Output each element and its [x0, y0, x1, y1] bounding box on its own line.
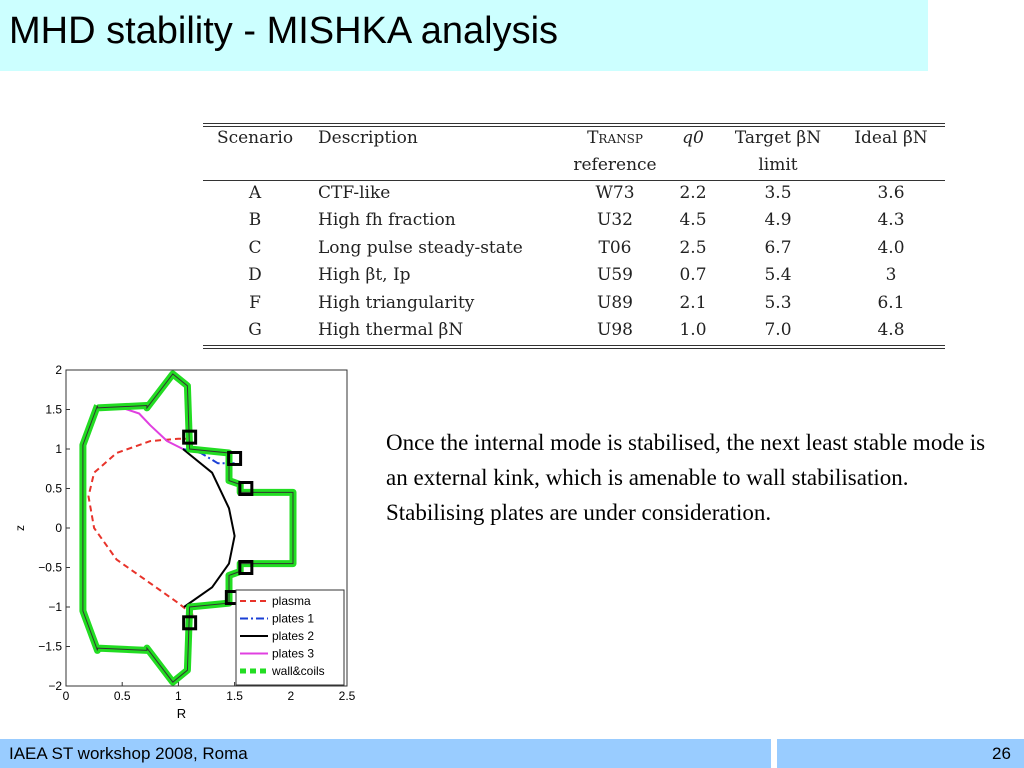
x-tick-label: 0.5: [113, 689, 131, 703]
y-tick-label: −0.5: [38, 560, 62, 575]
table-cell-target: 5.4: [764, 265, 792, 286]
table-cell-description: High fh fraction: [318, 210, 456, 231]
table-cell-ideal: 4.8: [877, 320, 905, 340]
x-tick-label: 2.5: [338, 689, 356, 703]
header-scenario: Scenario: [216, 128, 294, 148]
table-cell-transp: U59: [597, 265, 633, 286]
y-tick-label: 0: [55, 521, 62, 535]
page-number: 26: [992, 744, 1011, 763]
table-cell-q0: 2.1: [679, 292, 707, 313]
equilibrium-plot: [0, 358, 365, 723]
y-tick-label: 2: [55, 363, 62, 377]
slide-title: MHD stability - MISHKA analysis: [9, 10, 559, 52]
table-cell-scenario: B: [248, 210, 262, 231]
body-text: Once the internal mode is stabilised, the next least stable mode is an external kink, which is amenable to wall stabilisation. Stabilising plates are under consideration.: [386, 430, 986, 525]
x-tick-label: 0: [62, 689, 70, 703]
header-ideal: Ideal βN: [854, 128, 928, 148]
table-cell-q0: 2.5: [679, 237, 707, 258]
table-cell-ideal: 6.1: [877, 292, 905, 313]
table-cell-description: CTF-like: [318, 183, 391, 203]
table-cell-transp: W73: [595, 183, 635, 203]
header-limit: limit: [758, 155, 798, 175]
header-q0: q0: [682, 128, 704, 148]
table-bottom-rule: [203, 345, 945, 346]
header-reference: reference: [573, 155, 657, 175]
x-tick-label: 1.5: [226, 689, 243, 703]
table-cell-q0: 1.0: [679, 320, 707, 340]
footer-label: IAEA ST workshop 2008, Roma: [9, 744, 248, 763]
table-cell-transp: U32: [597, 210, 633, 231]
table-cell-scenario: C: [248, 237, 262, 258]
table-cell-ideal: 4.3: [877, 210, 905, 231]
table-cell-q0: 0.7: [679, 265, 707, 286]
table-cell-ideal: 3.6: [877, 183, 905, 203]
table-cell-transp: U89: [597, 292, 633, 313]
table-cell-ideal: 4.0: [877, 237, 905, 258]
table-cell-description: High triangularity: [318, 292, 475, 313]
table-cell-scenario: G: [248, 320, 262, 340]
y-tick-label: −1: [48, 600, 62, 614]
header-target: Target βN: [734, 128, 822, 148]
table-cell-description: High thermal βN: [318, 320, 464, 340]
x-tick-label: 1: [175, 689, 182, 703]
y-tick-label: 0.5: [45, 481, 62, 496]
header-transp: Transp: [587, 128, 643, 148]
table-cell-target: 4.9: [764, 210, 792, 231]
table-cell-description: High βt, Ip: [318, 265, 411, 286]
table-cell-scenario: D: [248, 265, 262, 286]
table-cell-scenario: F: [249, 292, 261, 313]
table-cell-target: 7.0: [764, 320, 792, 340]
y-axis-label: z: [13, 525, 27, 531]
legend-label: plasma: [272, 594, 311, 608]
y-tick-label: −2: [48, 679, 62, 693]
header-description: Description: [318, 128, 418, 148]
table-cell-description: Long pulse steady-state: [318, 237, 523, 258]
table-cell-target: 3.5: [764, 183, 792, 203]
table-top-rule: [203, 126, 945, 127]
table-top-rule: [203, 123, 945, 124]
table-header-rule: [203, 180, 945, 181]
table-cell-transp: U98: [597, 320, 633, 340]
y-tick-label: −1.5: [38, 639, 62, 654]
legend-label: plates 2: [272, 629, 315, 643]
x-tick-label: 2: [287, 689, 295, 703]
legend-label: plates 3: [272, 646, 315, 661]
table-cell-target: 5.3: [764, 292, 792, 313]
footer-bar-right: [777, 739, 1024, 768]
y-tick-label: 1.5: [45, 402, 62, 417]
table-cell-q0: 2.2: [679, 183, 707, 203]
table-cell-q0: 4.5: [679, 210, 707, 231]
legend-label: plates 1: [272, 611, 315, 626]
y-tick-label: 1: [55, 442, 62, 456]
table-cell-target: 6.7: [764, 237, 792, 258]
table-cell-scenario: A: [248, 183, 262, 203]
table-cell-transp: T06: [598, 237, 632, 258]
table-bottom-rule: [203, 348, 945, 349]
legend-label: wall&coils: [272, 664, 325, 678]
table-cell-ideal: 3: [885, 265, 897, 286]
x-axis-label: R: [176, 706, 187, 721]
